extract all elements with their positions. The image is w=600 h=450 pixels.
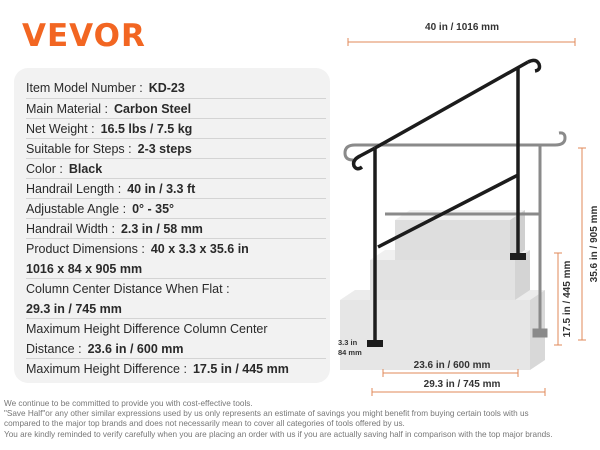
dim-post-depth-mm: 84 mm <box>338 348 362 357</box>
spec-row-height-diff-center: Maximum Height Difference Column Center <box>26 322 268 336</box>
spec-row-max-height: Maximum Height Difference : 17.5 in / 445 mm <box>26 362 289 376</box>
disclaimer-line: You are kindly reminded to verify carefully when you are placing an order with us if you are actually saving half in comparison with the top major brands. <box>4 429 553 439</box>
disclaimer-line: compared to the major top brands and does not necessarily mean to cover all categories of tools offered by us. <box>4 419 405 429</box>
dim-post-depth-in: 3.3 in <box>338 338 358 347</box>
spec-row-angle: Adjustable Angle : 0° - 35° <box>26 202 175 216</box>
dim-top-length: 40 in / 1016 mm <box>425 22 499 33</box>
spec-row-weight: Net Weight : 16.5 lbs / 7.5 kg <box>26 122 193 136</box>
dim-total-height: 35.6 in / 905 mm <box>589 205 600 283</box>
spec-row-column-center: Column Center Distance When Flat : <box>26 282 230 296</box>
dim-center-distance: 23.6 in / 600 mm <box>413 360 491 371</box>
spec-row-dimensions: Product Dimensions : 40 x 3.3 x 35.6 in <box>26 242 249 256</box>
spec-row-length: Handrail Length : 40 in / 3.3 ft <box>26 182 196 196</box>
disclaimer <box>4 399 599 440</box>
disclaimer-line: We continue to be committed to provide you with cost-effective tools. <box>4 399 253 408</box>
brand-logo: VEVOR <box>22 18 146 54</box>
spec-row-color: Color : Black <box>26 162 103 176</box>
spec-row-model: Item Model Number : KD-23 <box>26 81 185 95</box>
spec-row-dimensions-metric: 1016 x 84 x 905 mm <box>26 262 143 276</box>
spec-row-steps: Suitable for Steps : 2-3 steps <box>26 142 192 156</box>
dim-flat-distance: 29.3 in / 745 mm <box>423 379 501 390</box>
spec-row-column-center-value: 29.3 in / 745 mm <box>26 302 122 316</box>
spec-row-height-diff-center-value: Distance : 23.6 in / 600 mm <box>26 342 184 356</box>
dim-rise: 17.5 in / 445 mm <box>562 260 573 338</box>
spec-row-width: Handrail Width : 2.3 in / 58 mm <box>26 222 203 236</box>
disclaimer-line: "Save Half"or any other similar expressions used by us only represents an estimate of savings you might benefit from buying certain tools with us <box>4 409 529 419</box>
spec-row-material: Main Material : Carbon Steel <box>26 102 192 116</box>
